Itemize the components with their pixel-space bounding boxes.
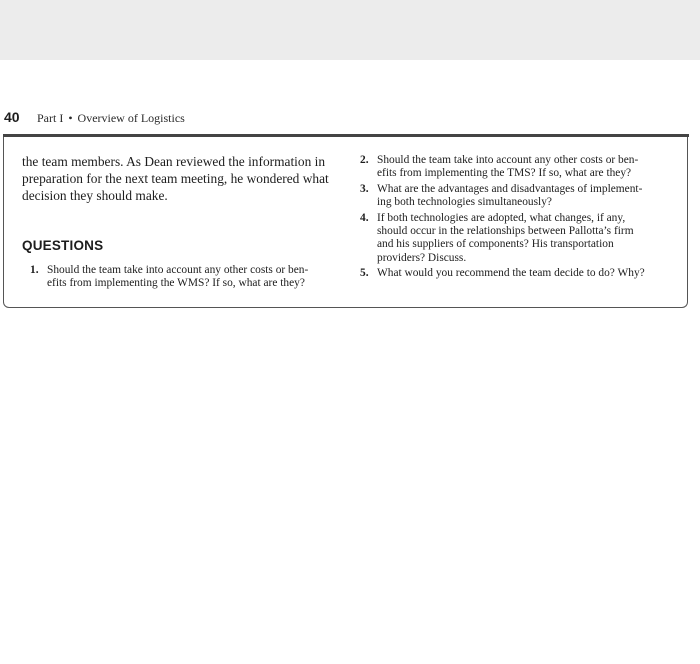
question-line: efits from implementing the WMS? If so, what are they? [47, 277, 305, 290]
question-line: ing both technologies simultaneously? [377, 196, 552, 209]
question-line: and his suppliers of components? His transportation [377, 238, 614, 251]
question-line: Should the team take into account any other costs or ben- [47, 264, 309, 276]
running-head [37, 110, 185, 126]
section-title: Overview of Logistics [77, 111, 185, 125]
question-line: Should the team take into account any other costs or ben- [377, 154, 639, 166]
question-line: providers? Discuss. [377, 251, 467, 264]
question-item [30, 264, 330, 291]
left-column [22, 154, 342, 290]
question-item [360, 212, 678, 266]
question-item [360, 183, 678, 210]
intro-line: decision they should make. [22, 187, 168, 203]
intro-line: the team members. As Dean reviewed the information in [22, 154, 326, 169]
questions-list-left [30, 264, 330, 293]
questions-heading: QUESTIONS [22, 238, 104, 253]
question-number: 4. [360, 211, 369, 224]
question-line: If both technologies are adopted, what changes, if any, [377, 211, 626, 224]
page-number: 40 [4, 109, 20, 125]
question-line: What are the advantages and disadvantages of implement- [377, 182, 643, 195]
running-header [0, 108, 700, 128]
questions-list-right [360, 154, 678, 281]
question-item [360, 154, 678, 181]
question-line: efits from implementing the TMS? If so, what are they? [377, 167, 632, 180]
intro-paragraph [22, 154, 342, 204]
question-number: 2. [360, 154, 369, 166]
question-line: should occur in the relationships between Pallotta’s firm [377, 225, 634, 238]
top-gray-band [0, 0, 700, 60]
right-column [360, 154, 678, 283]
part-label: Part I [37, 111, 64, 125]
case-box [3, 134, 688, 308]
question-item [360, 267, 678, 280]
question-number: 1. [30, 264, 39, 276]
intro-line: preparation for the next team meeting, he wondered what [22, 170, 329, 186]
question-line: What would you recommend the team decide to do? Why? [377, 267, 645, 280]
bullet-separator: • [68, 111, 73, 125]
question-number: 3. [360, 182, 369, 195]
question-number: 5. [360, 267, 369, 280]
